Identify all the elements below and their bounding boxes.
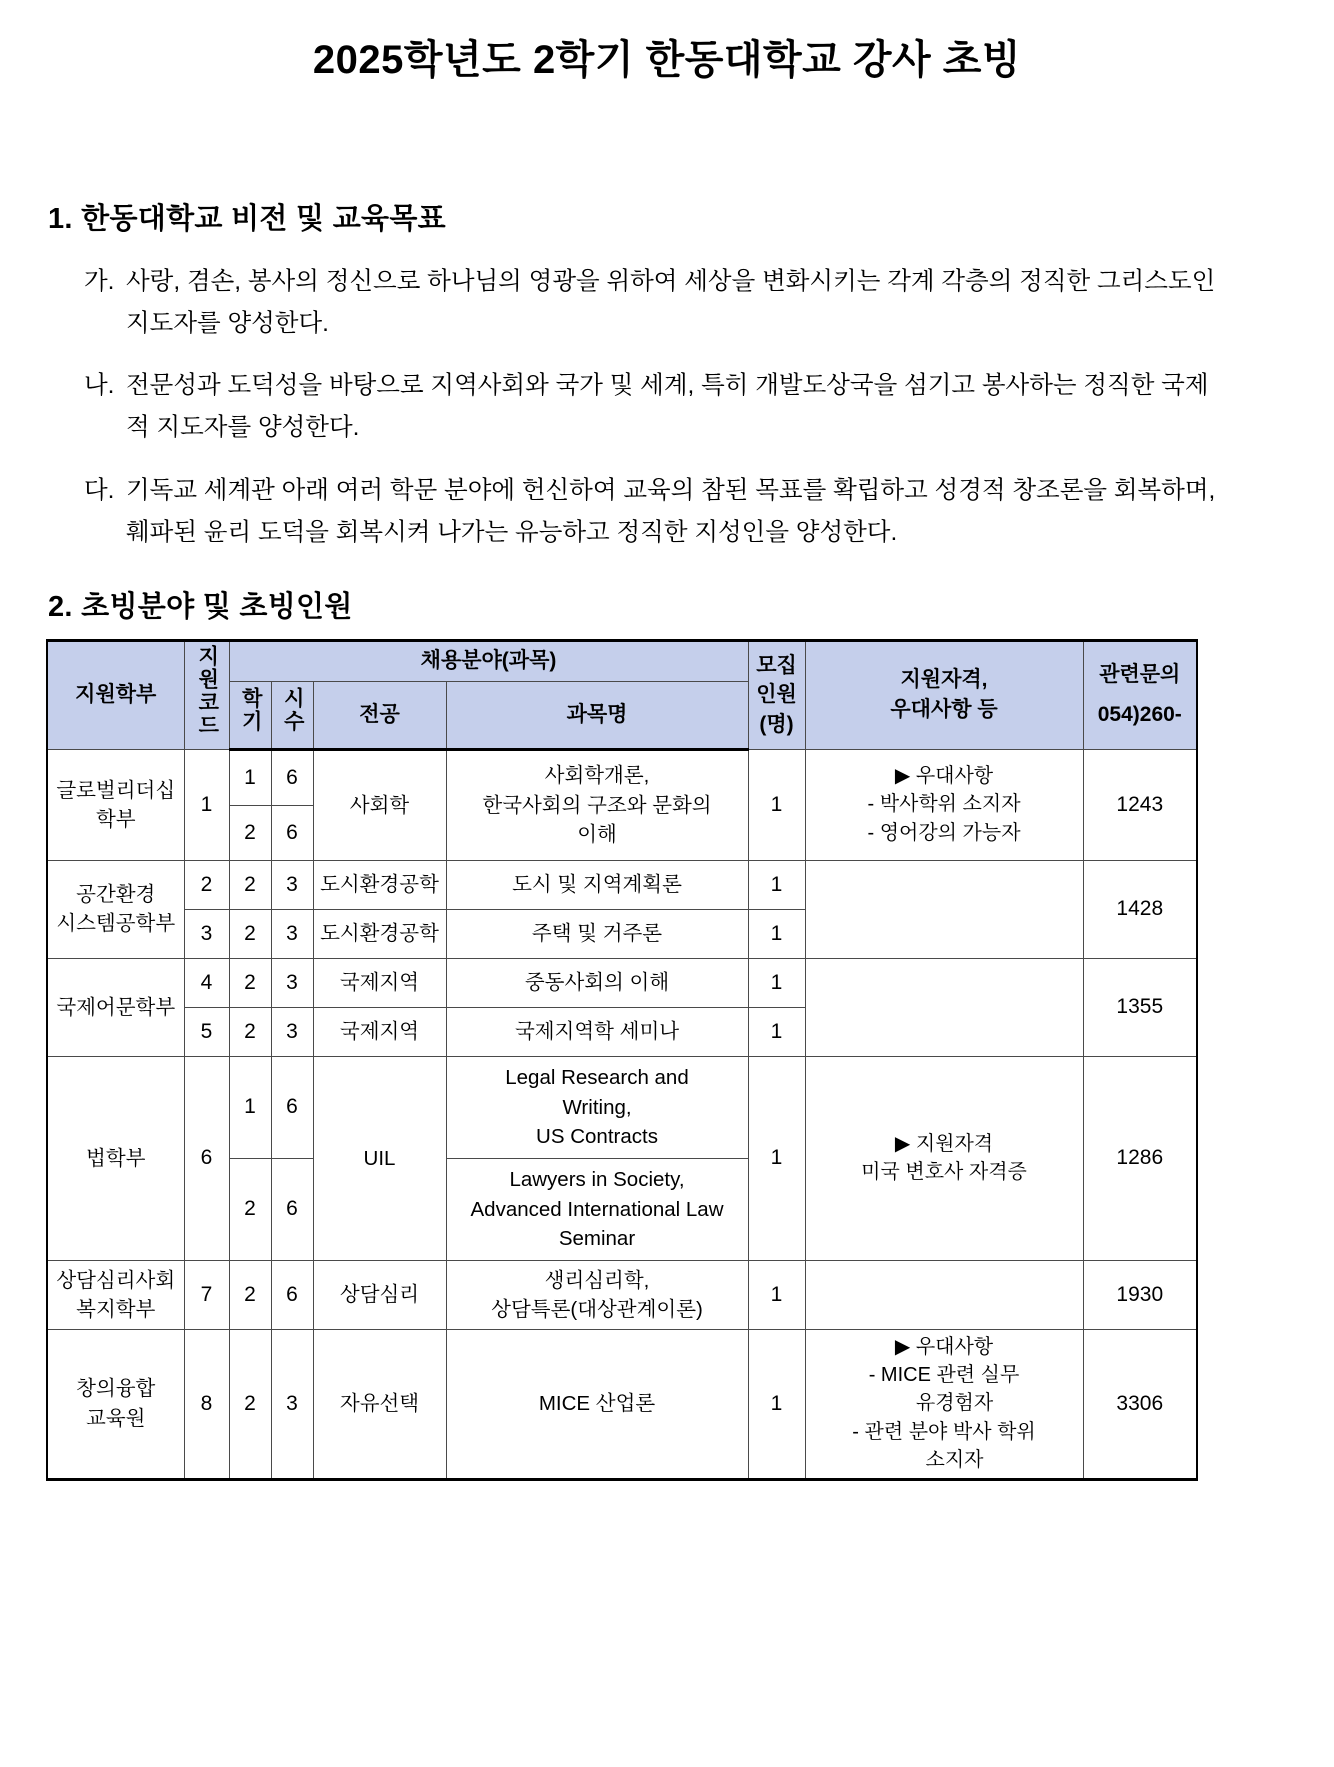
table-row <box>47 1329 1197 1479</box>
cell-course: 생리심리학, 상담특론(대상관계이론) <box>446 1260 748 1329</box>
header-qualification <box>805 640 1083 749</box>
cell-major: 국제지역 <box>313 958 446 1007</box>
cell-contact: 1930 <box>1083 1260 1197 1329</box>
cell-hours: 3 <box>271 860 313 909</box>
cell-code: 6 <box>184 1056 229 1260</box>
cell-qualification <box>805 1329 1083 1479</box>
header-semester-label: 학기 <box>239 687 263 734</box>
cell-semester: 2 <box>229 958 271 1007</box>
header-hours <box>271 681 313 749</box>
header-field-group: 채용분야(과목) <box>229 640 748 681</box>
cell-hours: 3 <box>271 909 313 958</box>
header-code <box>184 640 229 749</box>
qualification-line: - 영어강의 가능자 <box>867 821 1021 844</box>
cell-hours: 3 <box>271 958 313 1007</box>
qualification-line: 미국 변호사 자격증 <box>861 1161 1027 1184</box>
cell-contact: 1286 <box>1083 1056 1197 1260</box>
vision-item-ga <box>84 261 1224 345</box>
table-row <box>47 1056 1197 1158</box>
cell-contact: 1355 <box>1083 958 1197 1056</box>
cell-major: 상담심리 <box>313 1260 446 1329</box>
cell-semester: 1 <box>229 1056 271 1158</box>
cell-qualification <box>805 860 1083 958</box>
cell-major: 사회학 <box>313 749 446 860</box>
header-semester <box>229 681 271 749</box>
cell-course: Legal Research and Writing, US Contracts <box>446 1056 748 1158</box>
header-department: 지원학부 <box>47 640 184 749</box>
header-headcount-line3: (명) <box>759 713 794 737</box>
cell-contact: 1243 <box>1083 749 1197 860</box>
table-body <box>47 749 1197 1479</box>
vision-item-na <box>84 365 1224 449</box>
cell-headcount: 1 <box>748 1056 805 1260</box>
cell-semester: 2 <box>229 1007 271 1056</box>
header-course: 과목명 <box>446 681 748 749</box>
table-header-row-1 <box>47 640 1197 681</box>
header-major: 전공 <box>313 681 446 749</box>
cell-contact: 3306 <box>1083 1329 1197 1479</box>
vision-item-na-text: 전문성과 도덕성을 바탕으로 지역사회와 국가 및 세계, 특히 개발도상국을 섬기고 봉사하는 정직한 국제적 지도자를 양성한다. <box>126 372 1209 442</box>
cell-headcount: 1 <box>748 909 805 958</box>
cell-course: 사회학개론, 한국사회의 구조와 문화의 이해 <box>446 749 748 860</box>
qualification-title: ▶ 지원자격 <box>894 1132 994 1155</box>
cell-qualification <box>805 1260 1083 1329</box>
cell-course: 도시 및 지역계획론 <box>446 860 748 909</box>
qualification-line: - MICE 관련 실무 <box>868 1364 1020 1387</box>
header-contact-line2: 054)260- <box>1097 703 1182 727</box>
header-contact-line1: 관련문의 <box>1099 663 1181 687</box>
vision-item-na-marker: 나. <box>84 372 115 400</box>
header-qualification-line2: 우대사항 등 <box>890 698 998 722</box>
table-row <box>47 860 1197 909</box>
header-headcount-line2: 인원 <box>756 683 797 707</box>
cell-major: 국제지역 <box>313 1007 446 1056</box>
cell-semester: 1 <box>229 749 271 805</box>
page-title: 2025학년도 2학기 한동대학교 강사 초빙 <box>312 38 1022 82</box>
cell-semester: 2 <box>229 805 271 860</box>
cell-headcount: 1 <box>748 1007 805 1056</box>
cell-headcount: 1 <box>748 749 805 860</box>
cell-code: 1 <box>184 749 229 860</box>
cell-course: 국제지역학 세미나 <box>446 1007 748 1056</box>
cell-major: 자유선택 <box>313 1329 446 1479</box>
cell-code: 3 <box>184 909 229 958</box>
section-heading-positions: 2. 초빙분야 및 초빙인원 <box>48 590 353 623</box>
positions-table <box>46 639 1198 1481</box>
vision-item-da-marker: 다. <box>84 476 115 504</box>
cell-course: 주택 및 거주론 <box>446 909 748 958</box>
cell-major: UIL <box>313 1056 446 1260</box>
header-hours-label: 시수 <box>281 687 305 734</box>
cell-department: 창의융합 교육원 <box>47 1329 184 1479</box>
cell-hours: 6 <box>271 1056 313 1158</box>
header-headcount-line1: 모집 <box>756 653 797 677</box>
cell-code: 2 <box>184 860 229 909</box>
cell-course: Lawyers in Society, Advanced International Law Seminar <box>446 1158 748 1260</box>
cell-semester: 2 <box>229 860 271 909</box>
vision-item-da-text: 기독교 세계관 아래 여러 학문 분야에 헌신하여 교육의 참된 목표를 확립하고 성경적 창조론을 회복하며, 훼파된 윤리 도덕을 회복시켜 나가는 유능하고 정직한 지성인을 양성한다. <box>126 476 1216 546</box>
vision-item-da <box>84 470 1224 554</box>
cell-hours: 3 <box>271 1007 313 1056</box>
header-code-label: 지원코드 <box>195 644 219 737</box>
qualification-line: 유경험자 <box>915 1392 994 1415</box>
cell-headcount: 1 <box>748 860 805 909</box>
cell-headcount: 1 <box>748 1329 805 1479</box>
cell-course: MICE 산업론 <box>446 1329 748 1479</box>
header-contact <box>1083 640 1197 749</box>
cell-department: 국제어문학부 <box>47 958 184 1056</box>
vision-item-ga-marker: 가. <box>84 268 115 296</box>
cell-headcount: 1 <box>748 958 805 1007</box>
header-headcount <box>748 640 805 749</box>
vision-item-ga-text: 사랑, 겸손, 봉사의 정신으로 하나님의 영광을 위하여 세상을 변화시키는 각계 각층의 정직한 그리스도인 지도자를 양성한다. <box>126 268 1216 338</box>
positions-table-wrapper <box>46 639 1288 1481</box>
cell-department: 상담심리사회 복지학부 <box>47 1260 184 1329</box>
table-row <box>47 749 1197 805</box>
cell-hours: 6 <box>271 749 313 805</box>
cell-contact: 1428 <box>1083 860 1197 958</box>
section-heading-vision: 1. 한동대학교 비전 및 교육목표 <box>48 203 446 235</box>
qualification-line: - 박사학위 소지자 <box>867 793 1021 816</box>
cell-code: 8 <box>184 1329 229 1479</box>
cell-department: 글로벌리더십 학부 <box>47 749 184 860</box>
cell-semester: 2 <box>229 1260 271 1329</box>
document-page <box>0 36 1334 1767</box>
cell-department: 법학부 <box>47 1056 184 1260</box>
qualification-title: ▶ 우대사항 <box>894 1335 994 1358</box>
cell-department: 공간환경 시스템공학부 <box>47 860 184 958</box>
qualification-line: - 관련 분야 박사 학위 <box>852 1420 1036 1443</box>
cell-semester: 2 <box>229 909 271 958</box>
cell-semester: 2 <box>229 1158 271 1260</box>
cell-qualification <box>805 958 1083 1056</box>
header-qualification-line1: 지원자격, <box>900 668 988 692</box>
cell-hours: 6 <box>271 1260 313 1329</box>
cell-qualification <box>805 749 1083 860</box>
cell-semester: 2 <box>229 1329 271 1479</box>
cell-hours: 6 <box>271 1158 313 1260</box>
table-row <box>47 1260 1197 1329</box>
qualification-title: ▶ 우대사항 <box>894 765 994 788</box>
cell-hours: 3 <box>271 1329 313 1479</box>
table-header <box>47 640 1197 749</box>
cell-code: 7 <box>184 1260 229 1329</box>
cell-course: 중동사회의 이해 <box>446 958 748 1007</box>
cell-hours: 6 <box>271 805 313 860</box>
cell-code: 5 <box>184 1007 229 1056</box>
qualification-line: 소지자 <box>925 1449 984 1472</box>
cell-major: 도시환경공학 <box>313 909 446 958</box>
table-row <box>47 958 1197 1007</box>
cell-qualification <box>805 1056 1083 1260</box>
cell-major: 도시환경공학 <box>313 860 446 909</box>
cell-headcount: 1 <box>748 1260 805 1329</box>
cell-code: 4 <box>184 958 229 1007</box>
